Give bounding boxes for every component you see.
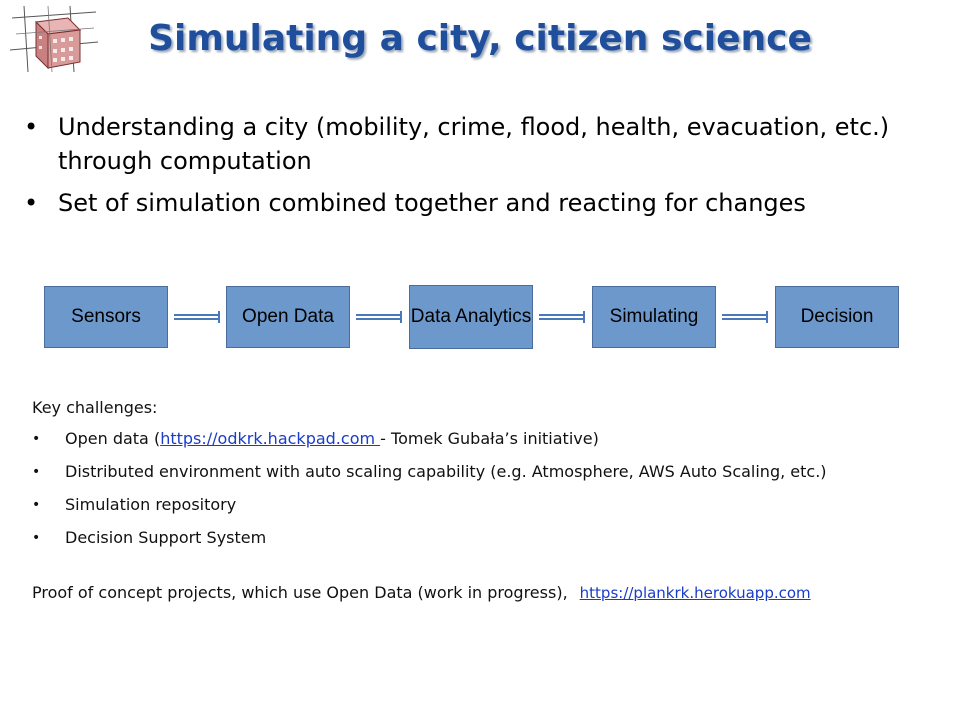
hackpad-link[interactable]: https://odkrk.hackpad.com [160, 429, 381, 448]
arrow-right-icon [533, 310, 591, 324]
flow-step-open-data: Open Data [226, 286, 350, 348]
slide-title: Simulating a city, citizen science [148, 18, 812, 59]
bullet-item [22, 186, 942, 220]
process-flow-diagram [0, 286, 960, 350]
challenge-text-prefix: Open data ( [65, 429, 161, 448]
bullet-dot-icon: • [32, 530, 41, 546]
arrow-right-icon [716, 310, 774, 324]
bullet-dot-icon: • [32, 431, 41, 447]
flow-step-decision: Decision [775, 286, 899, 348]
arrow-right-icon [350, 310, 408, 324]
proof-of-concept-line [32, 583, 952, 602]
key-challenges-title: Key challenges: [32, 398, 158, 417]
main-bullet-list [22, 110, 942, 228]
bullet-text: Understanding a city (mobility, crime, flood, health, evacuation, etc.) through computation [58, 113, 890, 175]
arrow-right-icon [168, 310, 226, 324]
challenge-text: Distributed environment with auto scaling capability (e.g. Atmosphere, AWS Auto Scaling, etc.) [65, 462, 827, 481]
flow-step-data-analytics: Data Analytics [409, 285, 533, 349]
challenge-item-open-data [32, 429, 942, 449]
proof-of-concept-text: Proof of concept projects, which use Open Data (work in progress), [32, 583, 568, 602]
bullet-item [22, 110, 942, 178]
challenge-text: Decision Support System [65, 528, 267, 547]
bullet-dot-icon: • [32, 497, 41, 513]
challenge-text-suffix: - Tomek Gubała’s initiative) [380, 429, 599, 448]
bullet-dot-icon: • [24, 189, 39, 217]
challenge-text: Simulation repository [65, 495, 237, 514]
plankrk-link[interactable]: https://plankrk.herokuapp.com [579, 584, 811, 602]
bullet-dot-icon: • [32, 464, 41, 480]
flow-step-simulating: Simulating [592, 286, 716, 348]
flow-step-sensors: Sensors [44, 286, 168, 348]
challenge-item [32, 528, 942, 548]
bullet-dot-icon: • [24, 113, 39, 141]
key-challenges-section [32, 398, 942, 561]
bullet-text: Set of simulation combined together and reacting for changes [58, 189, 806, 217]
challenge-item [32, 495, 942, 515]
challenge-item [32, 462, 942, 482]
